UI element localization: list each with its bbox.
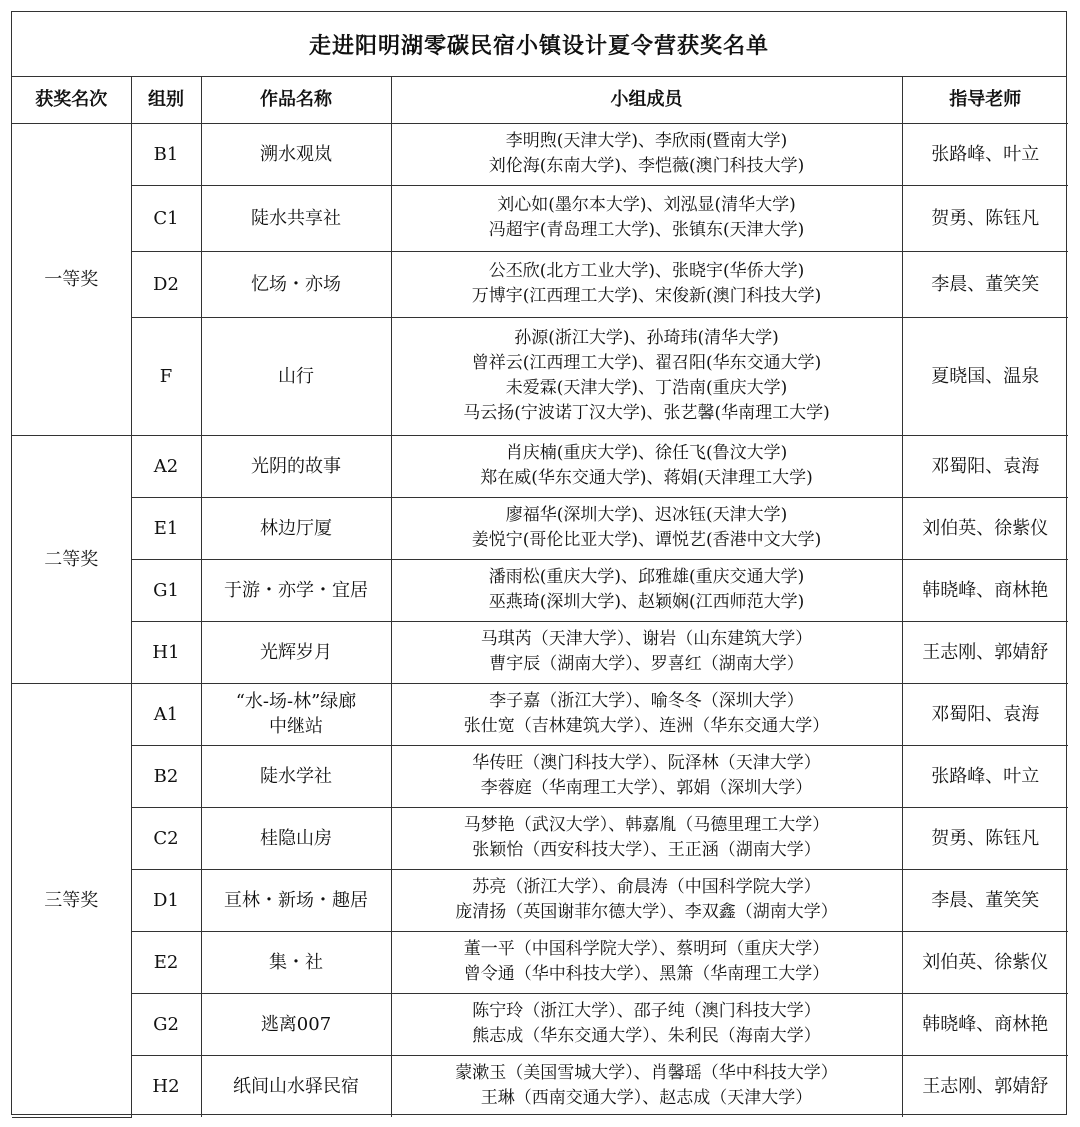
work-title-cell — [201, 1055, 391, 1117]
group-cell: G1 — [131, 559, 201, 621]
table-row — [12, 745, 1068, 807]
member-line: 万博宇(江西理工大学)、宋俊新(澳门科技大学) — [471, 286, 822, 306]
member-line: 华传旺（澳门科技大学）、阮泽林（天津大学） — [472, 753, 821, 773]
member-line: 肖庆楠(重庆大学)、徐任飞(鲁汶大学) — [505, 443, 788, 463]
header-teacher: 指导老师 — [902, 77, 1068, 123]
group-cell: H2 — [131, 1055, 201, 1117]
members-cell — [391, 931, 902, 993]
teacher-cell: 张路峰、叶立 — [902, 745, 1068, 807]
header-rank: 获奖名次 — [12, 77, 131, 123]
member-line: 潘雨松(重庆大学)、邱雅雄(重庆交通大学) — [488, 567, 805, 587]
group-cell: D2 — [131, 251, 201, 317]
members-cell — [391, 993, 902, 1055]
member-line: 李明煦(天津大学)、李欣雨(暨南大学) — [505, 131, 788, 151]
members-cell — [391, 435, 902, 497]
members-cell — [391, 1055, 902, 1117]
table-row — [12, 435, 1068, 497]
members-cell — [391, 497, 902, 559]
group-cell: F — [131, 317, 201, 435]
work-title-line: 逃离007 — [260, 1013, 332, 1035]
member-line: 马梦艳（武汉大学）、韩嘉胤（马德里理工大学） — [463, 815, 830, 835]
members-cell — [391, 559, 902, 621]
work-title-line: 集・社 — [269, 951, 323, 973]
member-line: 庞清扬（英国谢菲尔德大学）、李双鑫（湖南大学） — [455, 902, 838, 922]
group-cell: H1 — [131, 621, 201, 683]
member-line: 熊志成（华东交通大学）、朱利民（海南大学） — [472, 1026, 821, 1046]
work-title-cell — [201, 745, 391, 807]
table-row — [12, 621, 1068, 683]
member-line: 张仕宽（吉林建筑大学）、连洲（华东交通大学） — [463, 716, 830, 736]
work-title-line: 亘林・新场・趣居 — [224, 889, 368, 911]
member-line: 姜悦宁(哥伦比亚大学)、谭悦艺(香港中文大学) — [471, 530, 822, 550]
member-line: 蒙漱玉（美国雪城大学）、肖馨瑶（华中科技大学） — [455, 1063, 838, 1084]
award-level-cell: 二等奖 — [12, 435, 131, 683]
teacher-cell: 王志刚、郭婧舒 — [902, 1055, 1068, 1117]
teacher-cell: 李晨、董笑笑 — [902, 251, 1068, 317]
work-title-cell — [201, 497, 391, 559]
work-title-line: 纸间山水驿民宿 — [233, 1075, 359, 1097]
work-title-line: 光阴的故事 — [251, 455, 341, 477]
teacher-cell: 李晨、董笑笑 — [902, 869, 1068, 931]
teacher-cell: 韩晓峰、商林艳 — [902, 559, 1068, 621]
member-line: 未爱霖(天津大学)、丁浩南(重庆大学) — [505, 378, 788, 398]
members-cell — [391, 869, 902, 931]
work-title-line: “水-场-林”绿廊 — [235, 691, 357, 712]
member-line: 张颖怡（西安科技大学）、王正涵（湖南大学） — [472, 840, 821, 860]
work-title-line: 忆场・亦场 — [251, 273, 341, 295]
members-cell — [391, 251, 902, 317]
teacher-cell: 王志刚、郭婧舒 — [902, 621, 1068, 683]
member-line: 巫燕琦(深圳大学)、赵颖娴(江西师范大学) — [488, 592, 805, 612]
table-row — [12, 931, 1068, 993]
work-title-cell — [201, 683, 391, 745]
members-cell — [391, 745, 902, 807]
award-list-document — [11, 11, 1067, 1115]
member-line: 郑在威(华东交通大学)、蒋娟(天津理工大学) — [480, 468, 813, 488]
group-cell: B2 — [131, 745, 201, 807]
work-title-line: 中继站 — [269, 716, 323, 737]
work-title-cell — [201, 435, 391, 497]
member-line: 公丕欣(北方工业大学)、张晓宇(华侨大学) — [488, 261, 805, 281]
table-row — [12, 869, 1068, 931]
work-title-cell — [201, 251, 391, 317]
table-row — [12, 683, 1068, 745]
member-line: 刘伦海(东南大学)、李恺薇(澳门科技大学) — [488, 156, 805, 176]
group-cell: A1 — [131, 683, 201, 745]
member-line: 董一平（中国科学院大学）、蔡明珂（重庆大学） — [463, 939, 830, 959]
table-row — [12, 251, 1068, 317]
member-line: 马云扬(宁波诺丁汉大学)、张艺馨(华南理工大学) — [463, 403, 830, 423]
members-cell — [391, 683, 902, 745]
work-title-line: 山行 — [278, 365, 314, 387]
work-title-cell — [201, 993, 391, 1055]
member-line: 王琳（西南交通大学）、赵志成（天津大学） — [480, 1088, 813, 1109]
group-cell: E2 — [131, 931, 201, 993]
header-work-title: 作品名称 — [201, 77, 391, 123]
work-title-cell — [201, 869, 391, 931]
work-title-cell — [201, 317, 391, 435]
table-row — [12, 185, 1068, 251]
member-line: 曹宇辰（湖南大学）、罗喜红（湖南大学） — [489, 654, 804, 674]
table-row — [12, 317, 1068, 435]
member-line: 李子嘉（浙江大学）、喻冬冬（深圳大学） — [489, 691, 804, 711]
teacher-cell: 夏晓国、温泉 — [902, 317, 1068, 435]
teacher-cell: 刘伯英、徐紫仪 — [902, 931, 1068, 993]
member-line: 廖福华(深圳大学)、迟冰钰(天津大学) — [505, 505, 788, 525]
member-line: 李蓉庭（华南理工大学）、郭娟（深圳大学） — [480, 778, 813, 798]
member-line: 马琪芮（天津大学）、谢岩（山东建筑大学） — [480, 629, 813, 649]
group-cell: G2 — [131, 993, 201, 1055]
table-row — [12, 1055, 1068, 1117]
award-table — [12, 77, 1068, 1118]
member-line: 陈宁玲（浙江大学）、邵子纯（澳门科技大学） — [472, 1001, 821, 1021]
group-cell: B1 — [131, 123, 201, 185]
work-title-line: 陡水学社 — [260, 765, 332, 787]
table-row — [12, 123, 1068, 185]
table-row — [12, 993, 1068, 1055]
work-title-line: 于游・亦学・宜居 — [224, 579, 368, 601]
group-cell: A2 — [131, 435, 201, 497]
members-cell — [391, 317, 902, 435]
work-title-line: 桂隐山房 — [260, 827, 332, 849]
group-cell: C2 — [131, 807, 201, 869]
member-line: 曾令通（华中科技大学）、黑箫（华南理工大学） — [463, 964, 830, 984]
work-title-cell — [201, 123, 391, 185]
work-title-cell — [201, 559, 391, 621]
members-cell — [391, 807, 902, 869]
work-title-cell — [201, 185, 391, 251]
member-line: 冯超宇(青岛理工大学)、张镇东(天津大学) — [488, 220, 805, 240]
teacher-cell: 邓蜀阳、袁海 — [902, 683, 1068, 745]
table-row — [12, 807, 1068, 869]
teacher-cell: 贺勇、陈钰凡 — [902, 185, 1068, 251]
work-title-line: 陡水共享社 — [251, 207, 341, 229]
work-title-line: 溯水观岚 — [260, 143, 332, 165]
teacher-cell: 韩晓峰、商林艳 — [902, 993, 1068, 1055]
member-line: 刘心如(墨尔本大学)、刘泓显(清华大学) — [497, 195, 796, 215]
group-cell: E1 — [131, 497, 201, 559]
award-level-cell: 三等奖 — [12, 683, 131, 1117]
work-title-line: 光辉岁月 — [260, 641, 332, 663]
members-cell — [391, 123, 902, 185]
table-row — [12, 559, 1068, 621]
group-cell: C1 — [131, 185, 201, 251]
group-cell: D1 — [131, 869, 201, 931]
table-header-row — [12, 77, 1068, 123]
table-row — [12, 497, 1068, 559]
header-group: 组别 — [131, 77, 201, 123]
work-title-cell — [201, 931, 391, 993]
member-line: 孙源(浙江大学)、孙琦玮(清华大学) — [514, 328, 779, 348]
members-cell — [391, 621, 902, 683]
work-title-cell — [201, 621, 391, 683]
teacher-cell: 贺勇、陈钰凡 — [902, 807, 1068, 869]
work-title-cell — [201, 807, 391, 869]
header-members: 小组成员 — [391, 77, 902, 123]
members-cell — [391, 185, 902, 251]
member-line: 苏亮（浙江大学）、俞晨涛（中国科学院大学） — [472, 877, 821, 897]
teacher-cell: 张路峰、叶立 — [902, 123, 1068, 185]
document-title: 走进阳明湖零碳民宿小镇设计夏令营获奖名单 — [12, 12, 1066, 77]
member-line: 曾祥云(江西理工大学)、翟召阳(华东交通大学) — [471, 353, 822, 373]
teacher-cell: 邓蜀阳、袁海 — [902, 435, 1068, 497]
award-level-cell: 一等奖 — [12, 123, 131, 435]
teacher-cell: 刘伯英、徐紫仪 — [902, 497, 1068, 559]
work-title-line: 林边厅厦 — [260, 517, 332, 539]
